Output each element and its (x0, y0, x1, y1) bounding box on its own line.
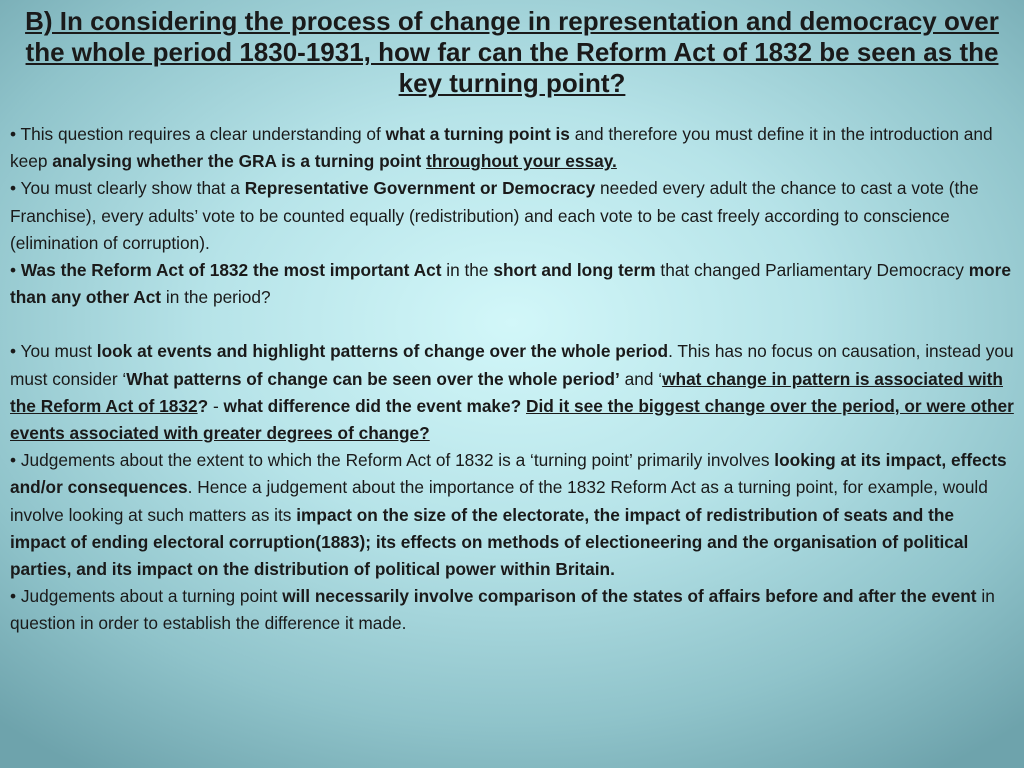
spacer (10, 311, 1014, 338)
bullet-marker: • (10, 260, 17, 281)
text: and ‘ (619, 368, 663, 389)
bold-text: Representative Government or Democracy (244, 178, 596, 199)
text: You must clearly show that a (16, 178, 245, 199)
bold-underlined-text: what change in pattern is associated with the Reform Act of 1832 (10, 368, 1003, 416)
slide-body (10, 121, 1014, 638)
text: in the period? (161, 287, 271, 308)
bold-text: what difference did the event make? (223, 395, 527, 416)
text: This question requires a clear understanding of (16, 124, 386, 144)
bold-text: impact on the size of the electorate, the impact of redistribution of seats and the impact of ending electoral corruption(1883); its effects on methods of electioneering and the organisation of political parties, and its impact on the distribution of political power within Britain. (10, 504, 969, 580)
text: Judgements about the extent to which the Reform Act of 1832 is a ‘turning point’ primarily involves (16, 450, 775, 471)
bullet-marker: • (10, 586, 17, 607)
bold-text: Was the Reform Act of 1832 the most important Act (20, 260, 442, 281)
bullet-5 (10, 447, 1014, 583)
text: . Hence a judgement about the importance of the 1832 Reform Act as a turning point, for example, would involve looking at such matters as its (10, 477, 988, 525)
bullet-3 (10, 257, 1014, 311)
text: - (208, 395, 224, 416)
bold-text: more than any other Act (10, 260, 1012, 308)
text: in question in order to establish the difference it made. (10, 586, 995, 634)
text: and therefore you must define it in the introduction and keep (10, 124, 993, 172)
bold-text: will necessarily involve comparison of the states of affairs before and after the event (282, 586, 977, 607)
bold-text: looking at its impact, effects and/or consequences (10, 450, 1007, 498)
slide-title: B) In considering the process of change in representation and democracy over the whole period 1830-1931, how far can the Reform Act of 1832 be seen as the key turning point? (25, 6, 999, 98)
text: needed every adult the chance to cast a vote (the Franchise), every adults’ vote to be counted equally (redistribution) and each vote to be cast freely according to conscience (elimination of corruption). (10, 178, 979, 253)
bullet-4 (10, 338, 1014, 447)
bold-text: analysing whether the GRA is a turning point (52, 151, 422, 172)
bold-underlined-text: Did it see the biggest change over the period, or were other events associated with greater degrees of change? (10, 395, 1014, 444)
bold-text: look at events and highlight patterns of change over the whole period (96, 341, 669, 362)
bullet-1 (10, 121, 1014, 175)
bullet-6 (10, 583, 1014, 637)
bullet-2 (10, 175, 1014, 257)
bullet-marker: • (10, 124, 17, 144)
bullet-marker: • (10, 178, 17, 199)
text: in the (441, 260, 494, 281)
text: Judgements about a turning point (16, 586, 283, 607)
bold-text: What patterns of change can be seen over the whole period’ (126, 368, 620, 389)
text: . This has no focus on causation, instead you must consider ‘ (10, 341, 1014, 389)
bold-text: short and long term (493, 260, 656, 281)
text: that changed Parliamentary Democracy (655, 260, 969, 281)
bullet-marker: • (10, 450, 17, 471)
text: You must (16, 341, 97, 362)
bullet-marker: • (10, 341, 17, 362)
bold-text: ? (197, 395, 209, 416)
bold-underlined-text: throughout your essay. (426, 151, 617, 172)
bold-text: what a turning point is (385, 124, 570, 144)
